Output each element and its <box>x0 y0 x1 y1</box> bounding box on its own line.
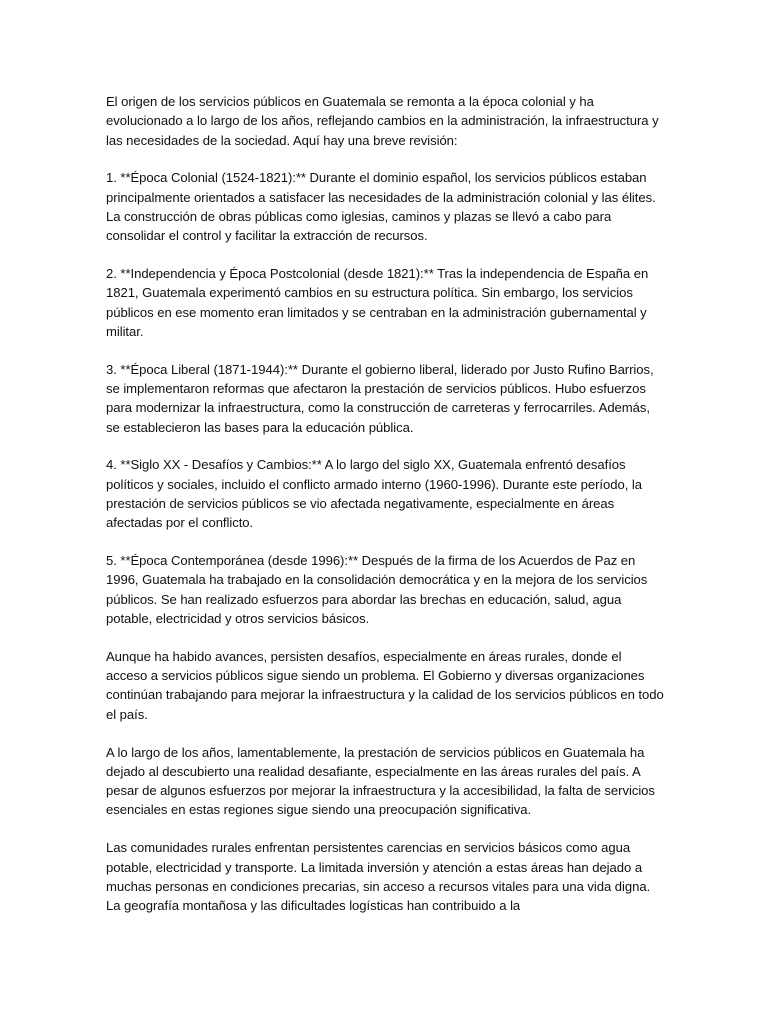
colonial-era-paragraph: 1. **Época Colonial (1524-1821):** Durante el dominio español, los servicios públicos estaban principalmente orientados a satisfacer las necesidades de la administración colonial y las élites. La construcción de obras públicas como iglesias, caminos y plazas se llevó a cabo para consolidar el control y facilitar la extracción de recursos. <box>106 170 656 244</box>
liberal-era-paragraph: 3. **Época Liberal (1871-1944):** Durante el gobierno liberal, liderado por Justo Rufino Barrios, se implementaron reformas que afectaron la prestación de servicios públicos. Hubo esfuerzos para modernizar la infraestructura, como la construcción de carreteras y ferrocarriles. Además, se establecieron las bases para la educación pública. <box>106 361 654 435</box>
contemporary-era-paragraph: 5. **Época Contemporánea (desde 1996):** Después de la firma de los Acuerdos de Paz en 1996, Guatemala ha trabajado en la consolidación democrática y en la mejora de los servicios públicos. Se han realizado esfuerzos para abordar las brechas en educación, salud, agua potable, electricidad y otros servicios básicos. <box>106 553 648 627</box>
document-body <box>106 92 666 934</box>
intro-paragraph: El origen de los servicios públicos en Guatemala se remonta a la época colonial y ha evolucionado a lo largo de los años, reflejando cambios en la administración, la infraestructura y las necesidades de la sociedad. Aquí hay una breve revisión: <box>106 94 659 148</box>
ongoing-challenges-paragraph: Aunque ha habido avances, persisten desafíos, especialmente en áreas rurales, donde el acceso a servicios públicos sigue siendo un problema. El Gobierno y diversas organizaciones continúan trabajando para mejorar la infraestructura y la calidad de los servicios públicos en todo el país. <box>106 648 664 722</box>
rural-reality-paragraph: A lo largo de los años, lamentablemente, la prestación de servicios públicos en Guatemala ha dejado al descubierto una realidad desafiante, especialmente en las áreas rurales del país. A pesar de algunos esfuerzos por mejorar la infraestructura y la accesibilidad, la falta de servicios esenciales en estas regiones sigue siendo una preocupación significativa. <box>106 744 655 818</box>
twentieth-century-paragraph: 4. **Siglo XX - Desafíos y Cambios:** A lo largo del siglo XX, Guatemala enfrentó desafíos políticos y sociales, incluido el conflicto armado interno (1960-1996). Durante este período, la prestación de servicios públicos se vio afectada negativamente, especialmente en áreas afectadas por el conflicto. <box>106 457 642 531</box>
independence-era-paragraph: 2. **Independencia y Época Postcolonial (desde 1821):** Tras la independencia de España en 1821, Guatemala experimentó cambios en su estructura política. Sin embargo, los servicios públicos en ese momento eran limitados y se centraban en la administración gubernamental y militar. <box>106 266 649 339</box>
rural-communities-paragraph: Las comunidades rurales enfrentan persistentes carencias en servicios básicos como agua potable, electricidad y transporte. La limitada inversión y atención a estas áreas han dejado a muchas personas en condiciones precarias, sin acceso a recursos vitales para una vida digna. La geografía montañosa y las dificultades logísticas han contribuido a la <box>106 840 651 914</box>
